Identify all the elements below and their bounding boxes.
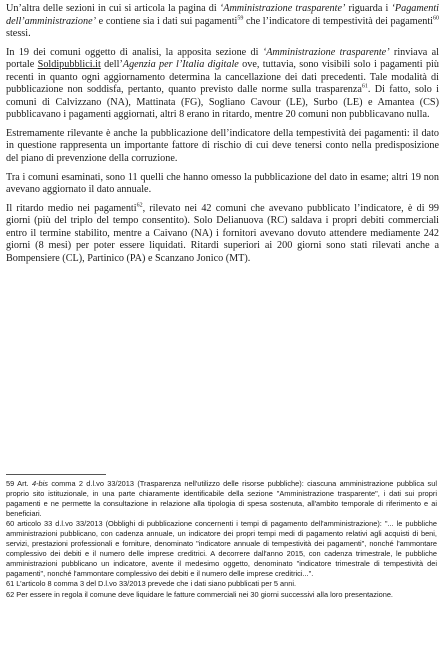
footnote-ref: 61 <box>361 83 368 90</box>
footnote-separator <box>6 474 106 475</box>
text-run: 59 Art. <box>6 479 32 488</box>
text-run: stessi. <box>6 28 31 40</box>
paragraph-ritardo-medio <box>6 203 439 266</box>
text-run: rinviava al portale <box>6 46 440 71</box>
text-run: Il ritardo medio nei pagamenti <box>6 202 137 214</box>
paragraph-indicatore <box>6 128 439 166</box>
text-run: comma 2 d.l.vo 33/2013 (Trasparenza nell'utilizzo delle risorse pubbliche): ciascuna amministrazione pubblica sul proprio sito istituzionale, in una parte chiaramente identificabile della sezione "Amministrazione trasparente", i dati sui propri pagamenti e ne permette la consultazione in relazione alla tipologia di spesa sostenuta, all'ambito temporale di riferimento e ai beneficiari. <box>6 479 438 519</box>
footnote-62 <box>6 590 437 600</box>
footnotes <box>6 479 437 600</box>
text-run: e contiene sia i dati sui pagamenti <box>95 15 238 27</box>
text-run: 4-bis <box>31 479 48 488</box>
text-run: 62 Per essere in regola il comune deve liquidare le fatture commerciali nei 30 giorni successivi alla loro presentazione. <box>6 589 393 599</box>
paragraph-comuni-omesso <box>6 172 439 197</box>
text-run: 60 articolo 33 d.l.vo 33/2013 (Obblighi di pubblicazione concernenti i tempi di pagamento dell'amministrazione): "... le pubbliche amministrazioni pubblicano, con cadenza annuale, un indicatore dei propri tempi medi di pagamento relativi agli acquisti di beni, servizi, prestazioni professionali e forniture, denominato "indicatore annuale di tempestività dei pagamenti", nonché l'ammontare complessivo dei debiti e il numero delle imprese creditrici. A decorrere dall'anno 2015, con cadenza trimestrale, le pubbliche amministrazioni pubblicano un indicatore, avente il medesimo oggetto, denominato "indicatore trimestrale di tempestività dei pagamenti", nonché l'ammontare complessivo dei debiti e il numero delle imprese creditrici...". <box>6 519 437 579</box>
text-run: Tra i comuni esaminati, sono 11 quelli che hanno omesso la pubblicazione del dato in esame; altri 19 non avevano aggiornato il dato annuale. <box>6 171 439 196</box>
text-run: Estremamente rilevante è anche la pubblicazione dell’indicatore della tempestività dei pagamenti: il dato in questione rappresenta un importante fattore di rischio di cui deve tenersi conto nella predisposizione del piano di prevenzione della corruzione. <box>6 127 439 165</box>
text-run: riguarda i <box>345 3 392 14</box>
text-run: Agenzia per l’Italia digitale <box>122 59 239 71</box>
text-run: 61 L’articolo 8 comma 3 del D.l.vo 33/2013 prevede che i dati siano pubblicati per 5 anni. <box>6 579 297 589</box>
text-run: dell’ <box>100 59 123 71</box>
footnote-60 <box>6 519 437 579</box>
footnote-61 <box>6 579 437 589</box>
footnote-ref: 62 <box>136 202 143 209</box>
paragraph-soldipubblici <box>6 47 439 122</box>
text-run: In 19 dei comuni oggetto di analisi, la apposita sezione di <box>6 46 263 58</box>
text-run: . Di fatto, solo i comuni di Calvizzano (NA), Mattinata (FG), Sogliano Cavour (LE), Surbo (LE) e Amantea (CS) pubblicavano i pagamenti aggiornati, altri 8 erano in ritardo, mentre 20 comuni non pubblicavano nulla. <box>6 84 440 121</box>
text-run: ‘Amministrazione trasparente’ <box>219 3 346 14</box>
text-run: Un’altra delle sezioni in cui si articola la pagina di <box>6 3 220 14</box>
text-run: ‘Pagamenti dell’amministrazione’ <box>6 3 440 27</box>
text-run: , rilevato nei 42 comuni che avevano pubblicato l’indicatore, è di 99 giorni (più del triplo del tempo consentito). Solo Delianuova (RC) saldava i propri debiti commerciali entro il termine stabilito, mentre a Caivano (NA) i fornitori avevano dovuto attendere mediamente 242 giorni (8 mesi) per poter essere liquidati. Ritardi superiori ai 200 giorni sono stati rilevati anche a Bompensiere (CL), Partinico (PA) e Scanzano Jonico (MT). <box>6 202 439 264</box>
text-run: ‘Amministrazione trasparente’ <box>262 46 390 58</box>
body-text <box>6 3 439 265</box>
footnote-ref: 60 <box>433 15 439 22</box>
text-run: che l’indicatore di tempestività dei pagamenti <box>243 15 433 27</box>
portal-link-text: Soldipubblici.it <box>37 59 101 71</box>
footnote-59 <box>6 479 437 519</box>
paragraph-intro <box>6 3 439 41</box>
text-run: ove, tuttavia, sono visibili solo i pagamenti più recenti in quanto ogni aggiornamento determina la cancellazione dei dati precedenti. Tale modalità di pubblicazione non soddisfa, pertanto, quanto previsto dalle norme sulla trasparenza <box>6 59 439 96</box>
footnote-ref: 59 <box>237 15 244 22</box>
